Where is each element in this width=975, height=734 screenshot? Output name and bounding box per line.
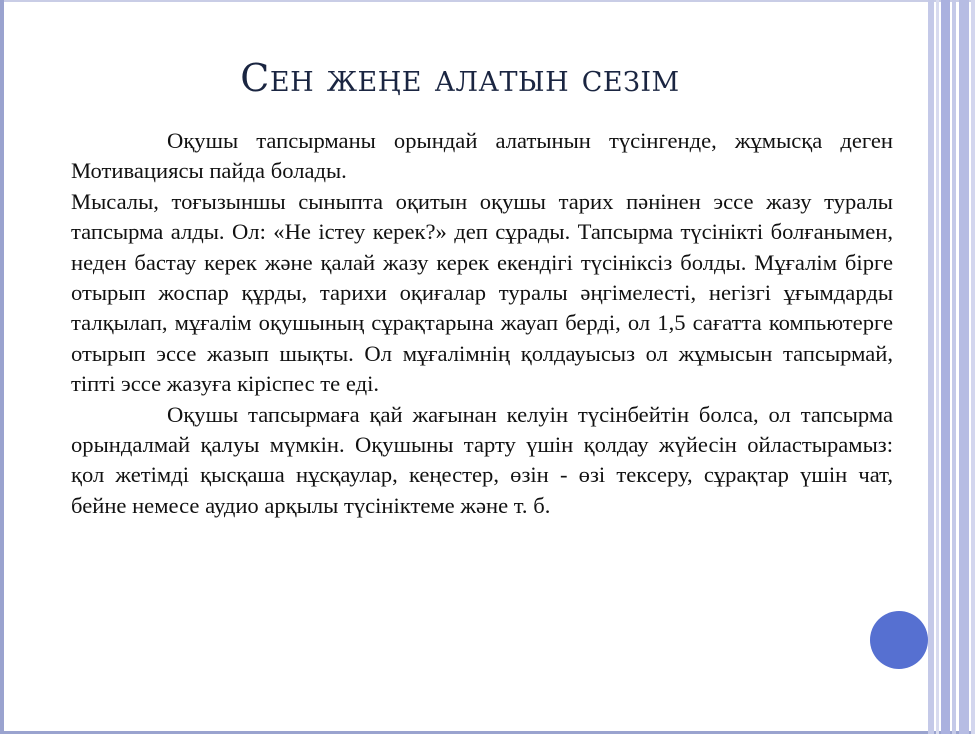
slide-body [71, 126, 893, 521]
slide-title: Сен жеңе алатын сезім [240, 56, 680, 100]
slide-top-border [0, 0, 975, 2]
stripe [928, 0, 934, 734]
body-paragraph-2: Мысалы, тоғызыншы сыныпта оқитын оқушы тарих пәнінен эссе жазу туралы тапсырма алды. Ол: «Не істеу керек?» деп сұрады. Тапсырма түсінікті болғанымен, неден бастау керек және қалай жазу керек екендігі түсініксіз болды. Мұғалім бірге отырып жоспар құрды, тарихи оқиғалар туралы әңгімелесті, негізгі ұғымдарды талқылап, мұғалім оқушының сұрақтарына жауап берді, ол 1,5 сағатта компьютерге отырып эссе жазып шықты. Ол мұғалімнің қолдауысыз ол жұмысын тапсырмай, тіпті эссе жазуға кіріспес те еді. [71, 188, 893, 397]
decorative-stripes [928, 0, 975, 734]
slide-left-border [0, 0, 4, 734]
stripe [941, 0, 950, 734]
stripe [936, 0, 939, 734]
decorative-circle [870, 611, 928, 669]
body-paragraph-1: Оқушы тапсырманы орындай алатынын түсінгенде, жұмысқа деген Мотивациясы пайда болады. [71, 128, 893, 184]
stripe [959, 0, 969, 734]
stripe [971, 0, 975, 734]
body-paragraph-3: Оқушы тапсырмаға қай жағынан келуін түсінбейтін болса, ол тапсырма орындалмай қалуы мүмкін. Оқушыны тарту үшін қолдау жүйесін ойластырамыз: қол жетімді қысқаша нұсқаулар, кеңестер, өзін - өзі тексеру, сұрақтар үшін чат, бейне немесе аудио арқылы түсініктеме және т. б. [71, 401, 893, 518]
stripe [952, 0, 956, 734]
